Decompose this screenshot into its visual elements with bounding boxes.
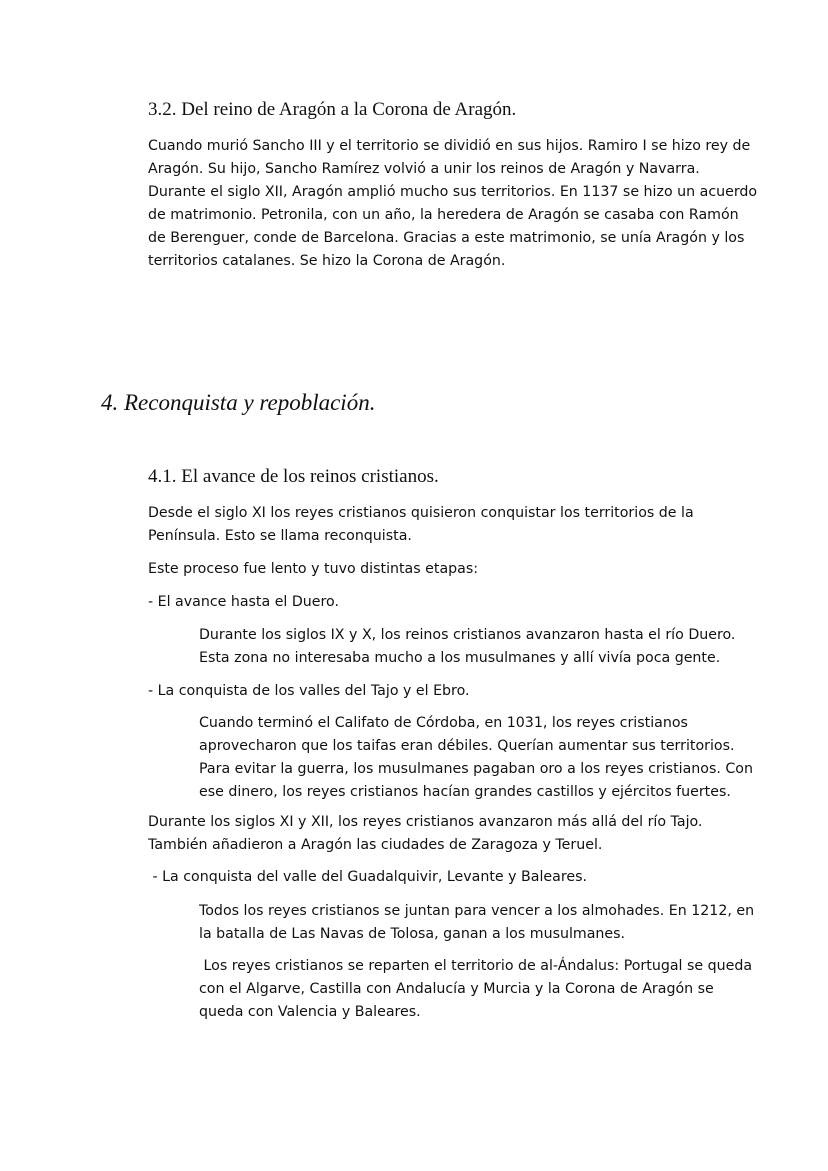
paragraph-line: Para evitar la guerra, los musulmanes pagaban oro a los reyes cristianos. Con [199,761,753,777]
stage-3-paragraph-1 [199,900,754,946]
section-heading-3-2: 3.2. Del reino de Aragón a la Corona de Aragón. [148,99,517,120]
paragraph-line: Durante los siglos IX y X, los reinos cristianos avanzaron hasta el río Duero. [199,627,736,643]
list-item-title: - La conquista del valle del Guadalquivir, Levante y Baleares. [148,869,587,885]
paragraph-line: de matrimonio. Petronila, con un año, la heredera de Aragón se casaba con Ramón [148,207,739,223]
stage-2-paragraph [199,712,753,804]
paragraph-line: Todos los reyes cristianos se juntan para vencer a los almohades. En 1212, en [199,903,755,919]
stages-intro [148,558,478,581]
section-heading-4: 4. Reconquista y repoblación. [101,390,376,415]
paragraph-line: queda con Valencia y Baleares. [199,1004,421,1020]
paragraph-line: Durante los siglos XI y XII, los reyes cristianos avanzaron más allá del río Tajo. [148,814,703,830]
paragraph-line: aprovecharon que los taifas eran débiles. Querían aumentar sus territorios. [199,738,735,754]
stage-2-after-paragraph [148,811,702,857]
paragraph-line: Cuando murió Sancho III y el territorio se dividió en sus hijos. Ramiro I se hizo rey de [148,138,751,154]
list-item-title: - La conquista de los valles del Tajo y el Ebro. [148,683,470,699]
paragraph-line: Los reyes cristianos se reparten el territorio de al-Ándalus: Portugal se queda [199,958,753,974]
stage-1-paragraph [199,624,735,670]
paragraph-line: Península. Esto se llama reconquista. [148,528,412,544]
paragraph-line: la batalla de Las Navas de Tolosa, ganan a los musulmanes. [199,926,626,942]
stage-2-title [148,680,470,703]
section-3-2-paragraph [148,135,757,273]
paragraph-line: con el Algarve, Castilla con Andalucía y Murcia y la Corona de Aragón se [199,981,714,997]
paragraph-line: Desde el siglo XI los reyes cristianos quisieron conquistar los territorios de la [148,505,694,521]
section-heading-4-1: 4.1. El avance de los reinos cristianos. [148,466,439,487]
stage-3-paragraph-2 [199,955,752,1024]
paragraph-line: Esta zona no interesaba mucho a los musulmanes y allí vivía poca gente. [199,650,721,666]
paragraph-line: Este proceso fue lento y tuvo distintas etapas: [148,561,479,577]
paragraph-line: Cuando terminó el Califato de Córdoba, en 1031, los reyes cristianos [199,715,688,731]
paragraph-line: ese dinero, los reyes cristianos hacían grandes castillos y ejércitos fuertes. [199,784,731,800]
section-4-1-intro [148,502,694,548]
stage-1-title [148,591,339,614]
paragraph-line: También añadieron a Aragón las ciudades de Zaragoza y Teruel. [148,837,603,853]
stage-3-title [148,866,587,889]
paragraph-line: territorios catalanes. Se hizo la Corona de Aragón. [148,253,506,269]
list-item-title: - El avance hasta el Duero. [148,594,339,610]
paragraph-line: Durante el siglo XII, Aragón amplió mucho sus territorios. En 1137 se hizo un acuerdo [148,184,758,200]
paragraph-line: de Berenguer, conde de Barcelona. Gracias a este matrimonio, se unía Aragón y los [148,230,745,246]
paragraph-line: Aragón. Su hijo, Sancho Ramírez volvió a unir los reinos de Aragón y Navarra. [148,161,700,177]
